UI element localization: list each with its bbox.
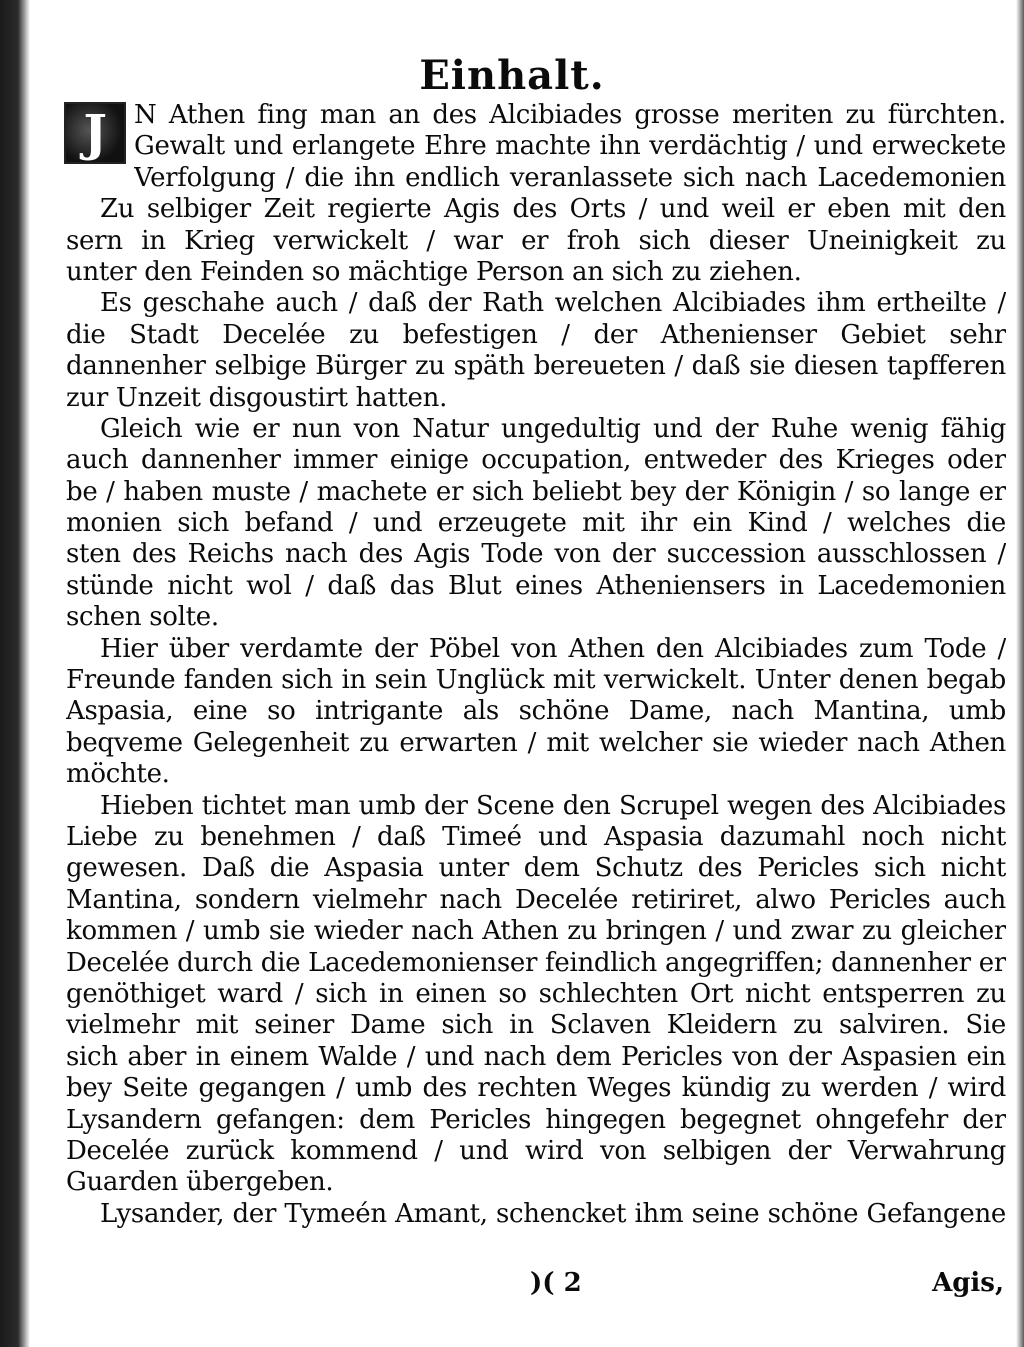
text-line: auch dannenher immer einige occupation, entweder des Krieges oder: [66, 445, 1006, 476]
text-line: N Athen fing man an des Alcibiades grosse meriten zu fürchten.: [134, 100, 1006, 130]
text-line: Gleich wie er nun von Natur ungedultig und der Ruhe wenig fähig: [100, 413, 1006, 444]
text-line: Liebe zu benehmen / daß Timeé und Aspasia dazumahl noch nicht: [66, 821, 1006, 852]
text-line: be / haben muste / machete er sich beliebt bey der Königin / so lange er: [66, 476, 1006, 507]
paragraph-4: [66, 414, 1006, 634]
text-line: sern in Krieg verwickelt / war er froh sich dieser Uneinigkeit zu: [66, 225, 1006, 256]
text-line: Decelée zurück kommend / und wird von selbigen der Verwahrung: [66, 1135, 1006, 1166]
paragraph-5: [66, 634, 1006, 791]
text-line: die Stadt Decelée zu befestigen / der Athenienser Gebiet sehr: [66, 319, 1006, 350]
text-line: Decelée durch die Lacedemonienser feindlich angegriffen; dannenher er: [66, 947, 1006, 978]
text-line: monien sich befand / und erzeugete mit ihr ein Kind / welches die: [66, 508, 1006, 539]
text-line: schen solte.: [66, 602, 219, 633]
text-line: Es geschahe auch / daß der Rath welchen Alcibiades ihm ertheilte /: [100, 288, 1006, 319]
text-line: Zu selbiger Zeit regierte Agis des Orts / und weil er eben mit den: [100, 194, 1006, 225]
paragraph-6: [66, 791, 1006, 1199]
text-line: Freunde fanden sich in sein Unglück mit verwickelt. Unter denen begab: [66, 665, 1006, 696]
text-line: beqveme Gelegenheit zu erwarten / mit welcher sie wieder nach Athen: [66, 727, 1006, 758]
text-line: Mantina, sondern vielmehr nach Decelée retiriret, alwo Pericles auch: [66, 884, 1006, 915]
signature-mark: )( 2: [530, 1268, 582, 1298]
text-line: Aspasia, eine so intrigante als schöne Dame, nach Mantina, umb: [66, 696, 1006, 727]
drop-cap-initial: J: [64, 102, 126, 164]
paragraph-3: [66, 288, 1006, 414]
page-edge-shadow-left: [0, 0, 30, 1347]
text-line: vielmehr mit seiner Dame sich in Sclaven Kleidern zu salviren. Sie: [66, 1010, 1006, 1041]
paragraph-1: [66, 100, 1006, 194]
text-line: zur Unzeit disgoustirt hatten.: [66, 382, 448, 413]
text-line: unter den Feinden so mächtige Person an sich zu ziehen.: [66, 256, 802, 287]
paragraph-7: [66, 1199, 1006, 1230]
text-line: Hier über verdamte der Pöbel von Athen den Alcibiades zum Tode /: [100, 633, 1006, 664]
text-line: gewesen. Daß die Aspasia unter dem Schutz des Pericles sich nicht: [66, 853, 1006, 884]
catchword: Agis,: [932, 1268, 1004, 1298]
text-line: sich aber in einem Walde / und nach dem Pericles von der Aspasien ein: [66, 1041, 1006, 1072]
page-title: Einhalt.: [419, 52, 605, 99]
text-line: Gewalt und erlangete Ehre machte ihn verdächtig / und erweckete: [134, 131, 1006, 162]
text-line: Verfolgung / die ihn endlich veranlassete sich nach Lacedemonien: [134, 162, 1006, 193]
text-line: bey Seite gegangen / umb des rechten Weges kündig zu werden / wird: [66, 1073, 1006, 1104]
body-text: [66, 100, 1006, 1230]
text-line: möchte.: [66, 759, 170, 790]
paragraph-2: [66, 194, 1006, 288]
page-edge-shadow-right: [1016, 0, 1024, 1347]
text-line: Guarden übergeben.: [66, 1167, 334, 1198]
text-line: Lysander, der Tymeén Amant, schencket ihm seine schöne Gefangene: [100, 1198, 1006, 1229]
text-line: Hieben tichtet man umb der Scene den Scrupel wegen des Alcibiades: [100, 790, 1006, 821]
text-line: stünde nicht wol / daß das Blut eines Atheniensers in Lacedemonien: [66, 570, 1006, 601]
text-line: genöthiget ward / sich in einen so schlechten Ort nicht entsperren zu: [66, 978, 1006, 1009]
text-line: dannenher selbige Bürger zu späth bereueten / daß sie diesen tapfferen: [66, 351, 1006, 382]
text-line: kommen / umb sie wieder nach Athen zu bringen / und zwar zu gleicher: [66, 916, 1006, 947]
text-line: sten des Reichs nach des Agis Tode von der succession ausschlossen /: [66, 539, 1006, 570]
text-line: Lysandern gefangen: dem Pericles hingegen begegnet ohngefehr der: [66, 1104, 1006, 1135]
